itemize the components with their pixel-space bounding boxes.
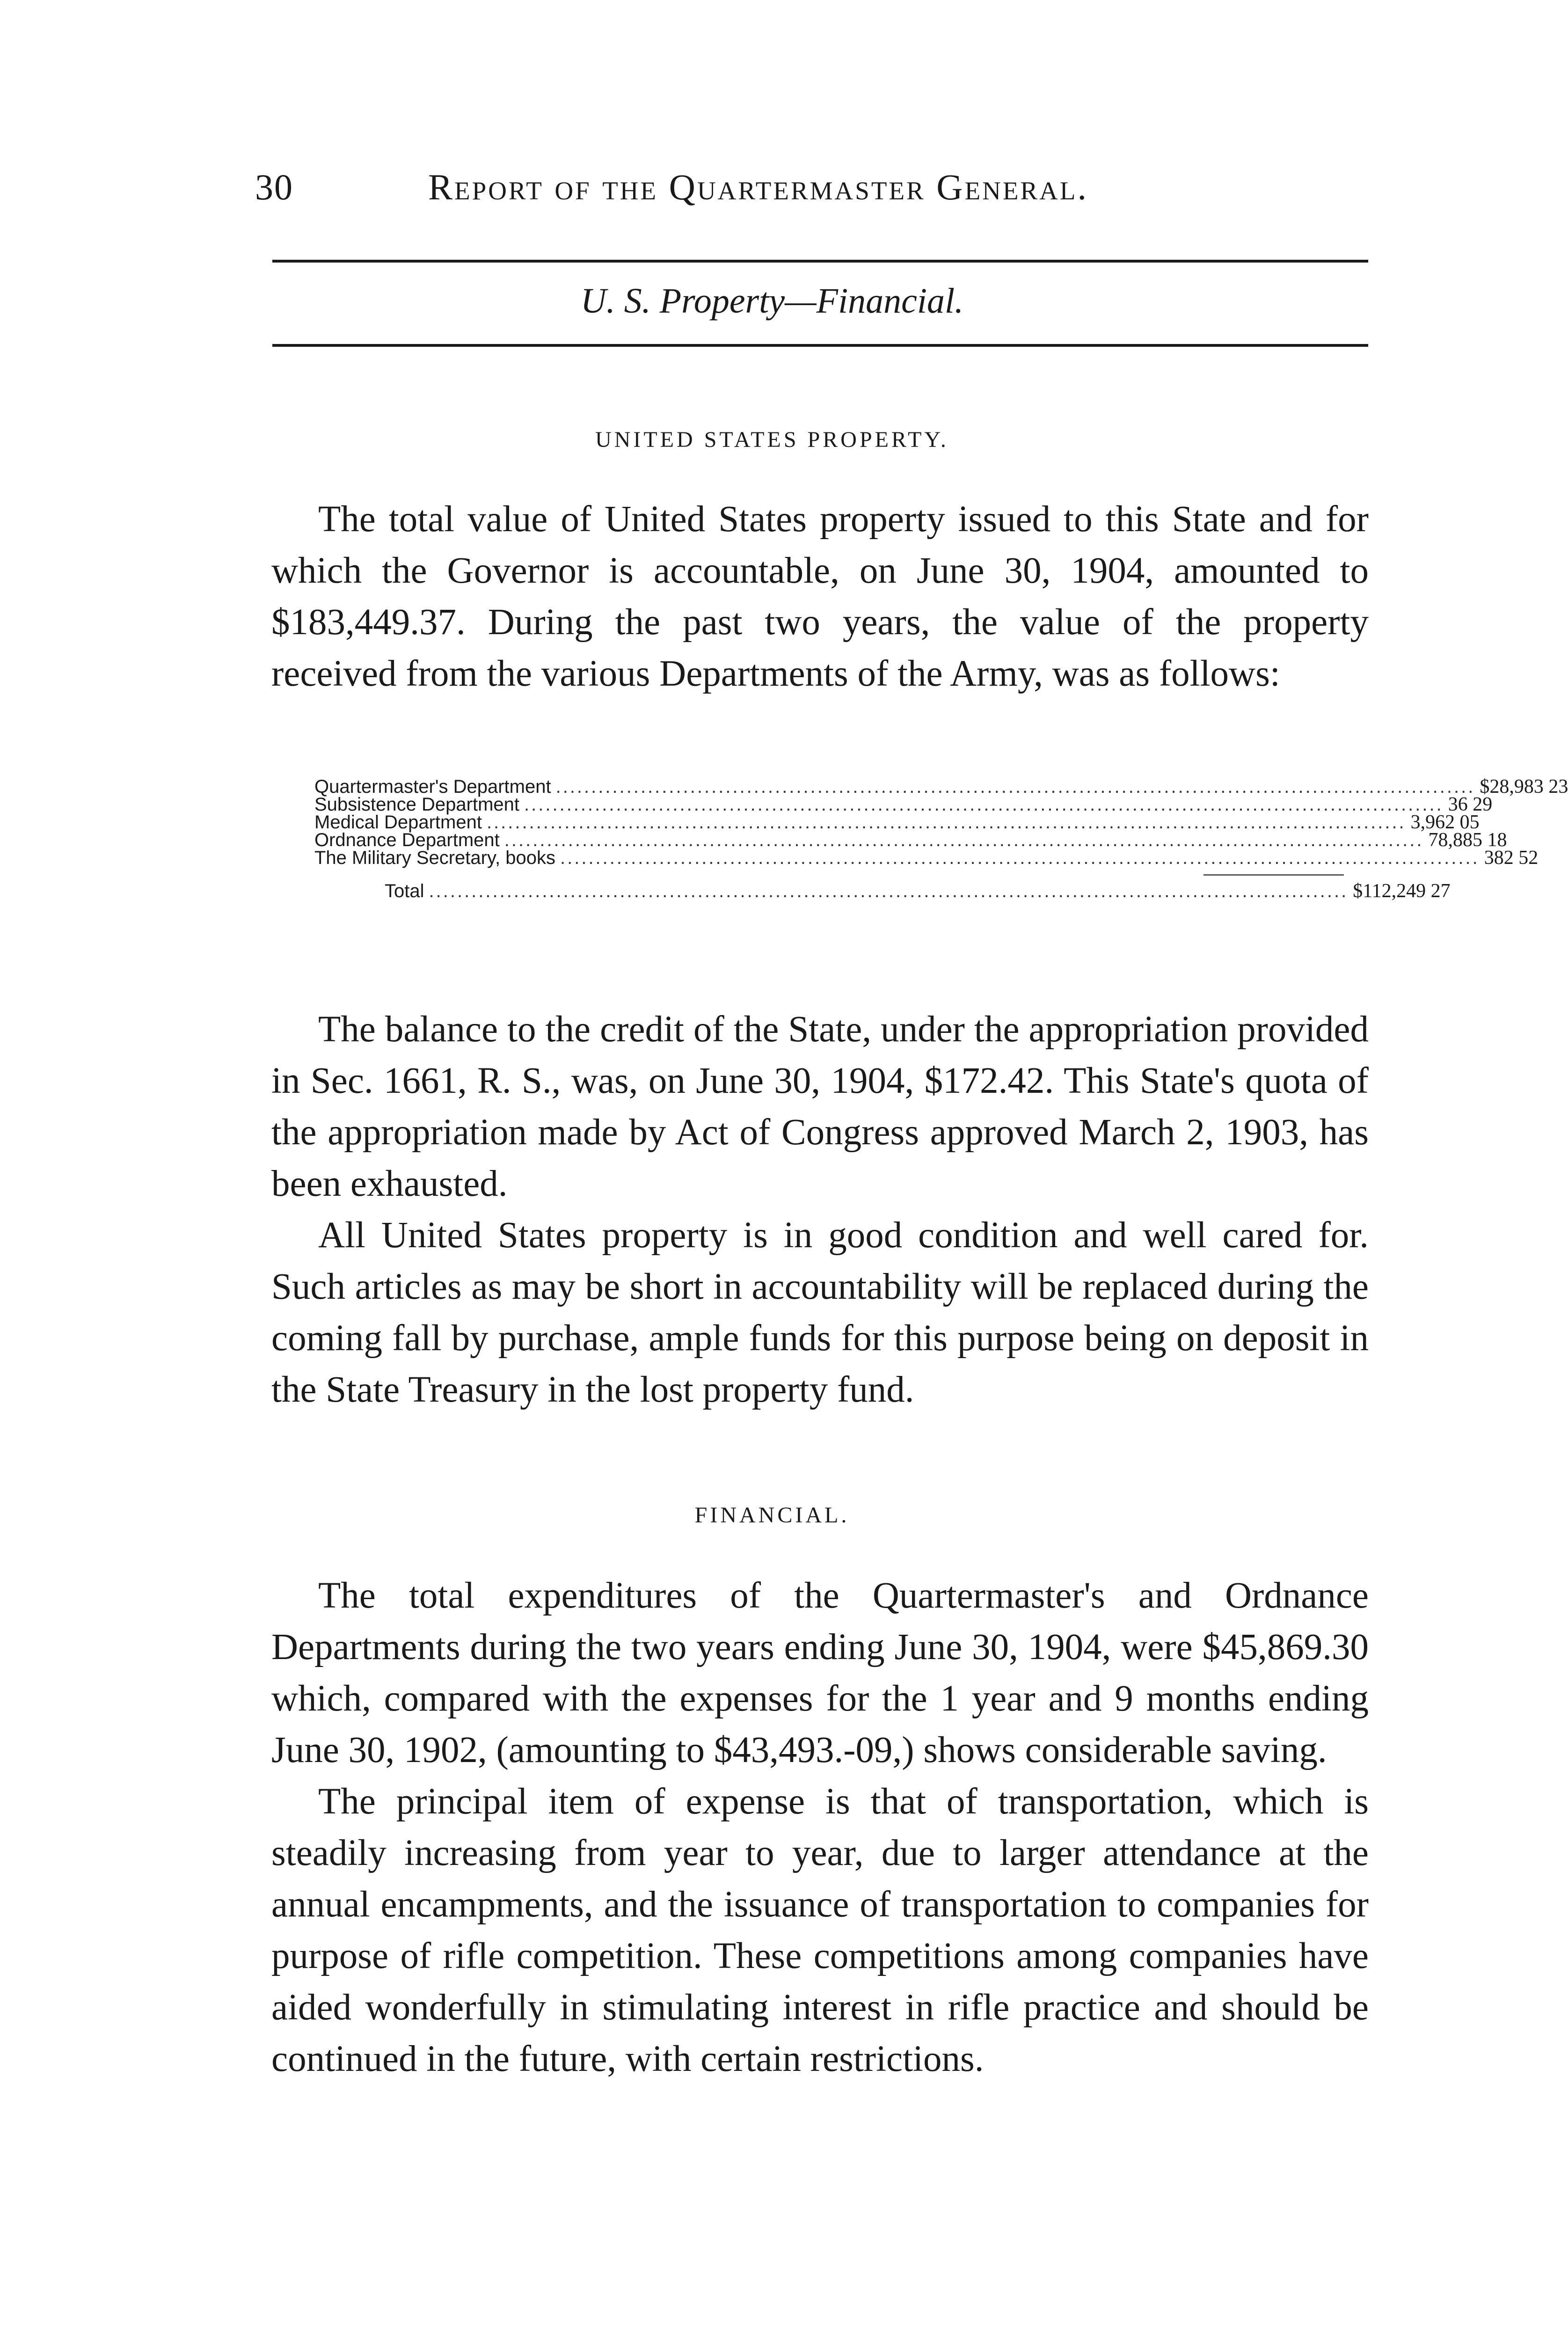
paragraph-expenditures xyxy=(271,1570,1369,1776)
ledger-label: The Military Secretary, books xyxy=(314,848,555,868)
paragraph-transportation xyxy=(271,1776,1369,2085)
ledger-label: Medical Department xyxy=(314,812,482,833)
ledger-label: Subsistence Department xyxy=(314,794,520,815)
ledger-label: Ordnance Department xyxy=(314,830,500,850)
ledger-row xyxy=(314,829,1507,851)
ledger-amount: 78,885 18 xyxy=(1428,829,1507,851)
heading-financial: FINANCIAL. xyxy=(694,1503,850,1528)
paragraph-text: The principal item of expense is that of transportation, which is steadily increasing from year to year, due to larger attendance at the annual encampments, and the issuance of transportation to companies for purpose of rifle competition. These competitions among companies have aided wonderfully in stimulating interest in rifle practice and should be continued in the future, with certain restrictions. xyxy=(271,1781,1369,2079)
paragraph-text: The total expenditures of the Quartermaster's and Ordnance Departments during the two years ending June 30, 1904, were $45,869.30 which, compared with the expenses for the 1 year and 9 months ending June 30, 1902, (amounting to $43,493.-09,) shows considerable saving. xyxy=(271,1575,1369,1770)
heading-united-states-property: UNITED STATES PROPERTY. xyxy=(595,427,949,452)
property-ledger xyxy=(314,776,1568,902)
ledger-leader-dots: .................................................................................................................................. xyxy=(429,881,1349,901)
paragraph-text: The total value of United States property issued to this State and for which the Governor is accountable, on June 30, 1904, amounted to $183,449.37. During the past two years, the value of the property received from the various Departments of the Army, was as follows: xyxy=(271,499,1369,694)
top-rule xyxy=(272,260,1368,263)
ledger-label: Quartermaster's Department xyxy=(314,776,551,797)
ledger-total-row xyxy=(314,880,1451,902)
ledger-leader-dots: .................................................................................................................................. xyxy=(555,776,1475,797)
ledger-amount: $28,983 23 xyxy=(1480,776,1568,797)
paragraph-text: All United States property is in good condition and well cared for. Such articles as may be short in accountability will be replaced during the coming fall by purchase, ample funds for this purpose being on deposit in the State Treasury in the lost property fund. xyxy=(271,1215,1369,1410)
paragraph-text: The balance to the credit of the State, under the appropriation provided in Sec. 1661, R. S., was, on June 30, 1904, $172.42. This State's quota of the appropriation made by Act of Congress approved March 2, 1903, has been exhausted. xyxy=(271,1009,1369,1204)
bottom-rule xyxy=(272,344,1368,347)
ledger-total-label: Total xyxy=(385,881,424,901)
paragraph-balance xyxy=(271,1004,1369,1210)
ledger-row xyxy=(314,794,1493,815)
ledger-leader-dots: .................................................................................................................................. xyxy=(560,848,1480,868)
ledger-amount: 3,962 05 xyxy=(1410,812,1480,833)
ledger-row xyxy=(314,847,1539,869)
ledger-leader-dots: .................................................................................................................................. xyxy=(524,794,1444,815)
ledger-amount: 36 29 xyxy=(1448,794,1493,815)
paragraph-property-intro xyxy=(271,494,1369,700)
ledger-total-amount: $112,249 27 xyxy=(1353,880,1451,902)
ledger-leader-dots: .................................................................................................................................. xyxy=(486,812,1406,833)
report-title: Report of the Quartermaster General. xyxy=(428,167,1088,207)
ledger-row xyxy=(314,812,1480,833)
section-title: U. S. Property—Financial. xyxy=(580,281,964,321)
ledger-leader-dots: .................................................................................................................................. xyxy=(504,830,1424,850)
ledger-sum-rule xyxy=(1203,874,1344,876)
page-number: 30 xyxy=(255,167,293,207)
ledger-amount: 382 52 xyxy=(1484,847,1539,869)
paragraph-condition xyxy=(271,1210,1369,1416)
running-head xyxy=(255,166,1378,222)
ledger-row xyxy=(314,776,1568,797)
